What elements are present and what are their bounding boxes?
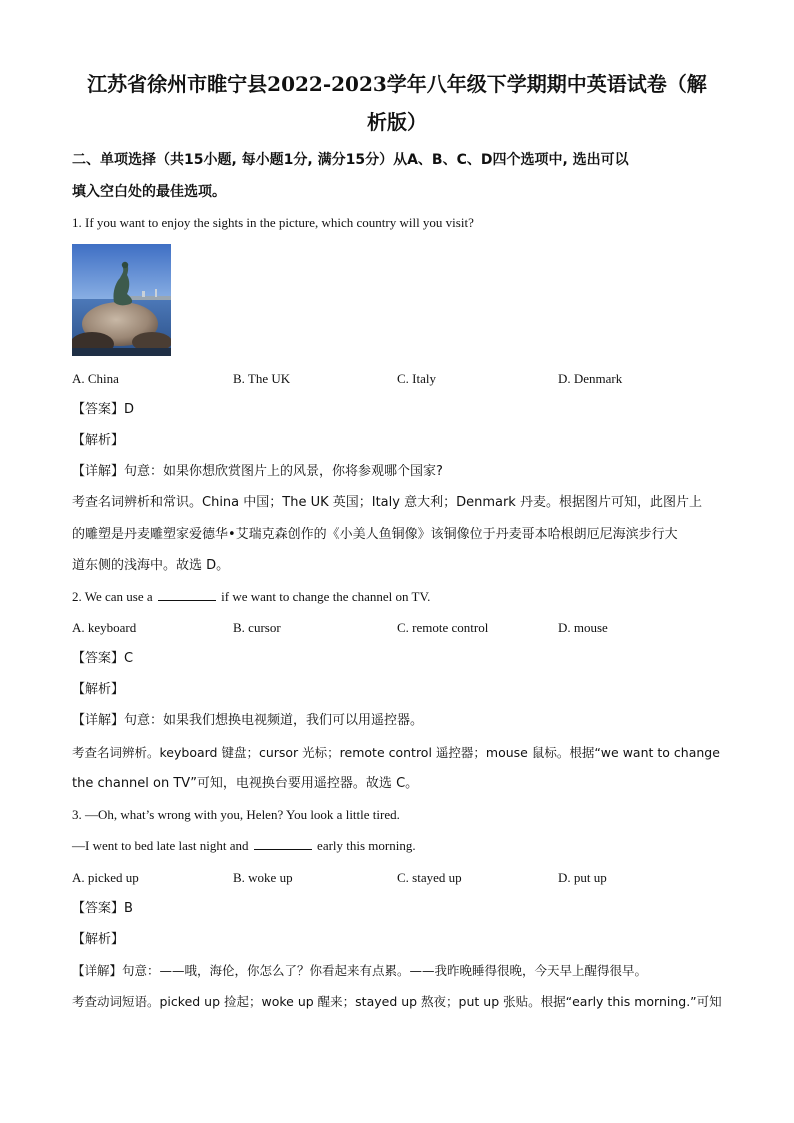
page-title: 江苏省徐州市睢宁县2022-2023学年八年级下学期期中英语试卷（解: [87, 72, 707, 96]
question-2-blank: [158, 588, 216, 601]
question-3-option-a: A. picked up: [72, 870, 139, 885]
question-3-stem-line-2: [72, 837, 732, 855]
question-3-stem-line-1: 3. —Oh, what’s wrong with you, Helen? You look a little tired.: [72, 807, 400, 822]
question-2-stem-before: 2. We can use a: [72, 589, 153, 604]
question-3-stem-after: early this morning.: [317, 838, 416, 853]
question-2-analysis-label: 【解析】: [72, 682, 125, 697]
question-2-stem: [72, 588, 732, 606]
question-2-detail: 【详解】句意：如果我们想换电视频道，我们可以用遥控器。: [72, 713, 424, 728]
question-2-option-a: A. keyboard: [72, 620, 137, 635]
question-1-option-d: D. Denmark: [558, 371, 623, 386]
question-1-answer: 【答案】D: [72, 402, 135, 417]
question-1-option-a: A. China: [72, 371, 119, 386]
question-3-option-d: D. put up: [558, 870, 607, 885]
question-2-answer: 【答案】C: [72, 651, 134, 666]
question-1-option-b: B. The UK: [233, 371, 291, 386]
page-title-continued: 析版）: [367, 110, 427, 134]
section-instructions-continued: 填入空白处的最佳选项。: [72, 184, 226, 200]
question-1-stem: 1. If you want to enjoy the sights in the picture, which country will you visit?: [72, 215, 474, 230]
question-3-detail: 【详解】句意：——哦，海伦，你怎么了？你看起来有点累。——我昨晚睡得很晚，今天早上醒得很早。: [72, 963, 648, 978]
question-3-stem-before: —I went to bed late last night and: [72, 838, 249, 853]
question-1-option-c: C. Italy: [397, 371, 436, 386]
little-mermaid-statue-photo: [72, 244, 171, 356]
question-3-option-b: B. woke up: [233, 870, 293, 885]
question-1-detail: 【详解】句意：如果你想欣赏图片上的风景，你将参观哪个国家?: [72, 464, 443, 479]
question-1-explanation-line-1: 考查名词辨析和常识。China 中国；The UK 英国；Italy 意大利；Denmark 丹麦。根据图片可知，此图片上: [72, 495, 702, 510]
question-3-blank: [254, 837, 312, 850]
question-3-answer: 【答案】B: [72, 901, 133, 916]
question-3-option-c: C. stayed up: [397, 870, 462, 885]
question-2-option-c: C. remote control: [397, 620, 489, 635]
question-2-explanation-line-1: 考查名词辨析。keyboard 键盘；cursor 光标；remote control 遥控器；mouse 鼠标。根据“we want to change: [72, 745, 720, 760]
question-1-explanation-line-2: 的雕塑是丹麦雕塑家爱德华•艾瑞克森创作的《小美人鱼铜像》该铜像位于丹麦哥本哈根朗厄尼海滨步行大: [72, 527, 678, 542]
question-3-explanation-line-1: 考查动词短语。picked up 捡起；woke up 醒来；stayed up 熬夜；put up 张贴。根据“early this morning.”可知: [72, 994, 722, 1009]
question-3-analysis-label: 【解析】: [72, 932, 125, 947]
question-1-explanation-line-3: 道东侧的浅海中。故选 D。: [72, 558, 230, 573]
question-2-option-d: D. mouse: [558, 620, 608, 635]
section-instructions: 二、单项选择（共15小题, 每小题1分, 满分15分）从A、B、C、D四个选项中, 选出可以: [72, 152, 629, 168]
question-1-analysis-label: 【解析】: [72, 433, 125, 448]
question-2-option-b: B. cursor: [233, 620, 281, 635]
question-2-explanation-line-2: the channel on TV”可知，电视换台要用遥控器。故选 C。: [72, 776, 419, 791]
question-2-stem-after: if we want to change the channel on TV.: [221, 589, 431, 604]
